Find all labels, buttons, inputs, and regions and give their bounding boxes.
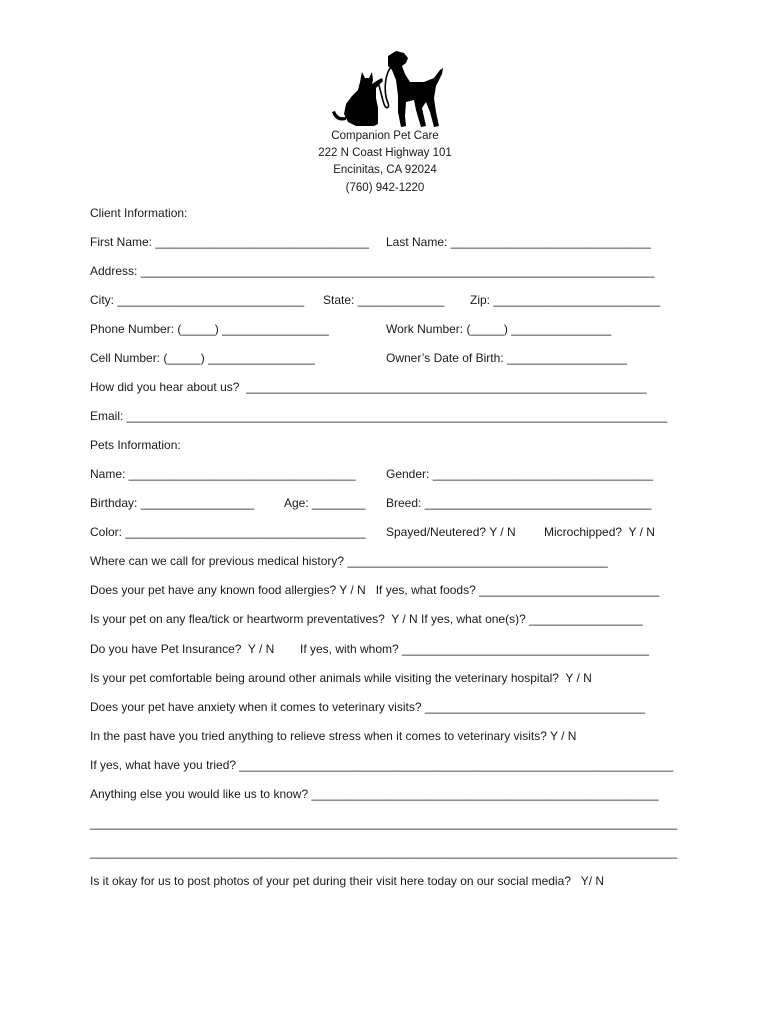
insurance-with-field[interactable]: If yes, with whom? _____________________________________ bbox=[300, 642, 649, 656]
hear-about-field[interactable]: How did you hear about us? ____________________________________________________________ bbox=[90, 380, 647, 394]
birthday-field[interactable]: Birthday: _________________ bbox=[90, 496, 255, 510]
pet-name-field[interactable]: Name: __________________________________ bbox=[90, 467, 356, 481]
first-name-field[interactable]: First Name: ________________________________ bbox=[90, 235, 369, 249]
comfortable-field[interactable]: Is your pet comfortable being around other animals while visiting the veterinary hospital? Y / N bbox=[90, 671, 592, 685]
clinic-city: Encinitas, CA 92024 bbox=[333, 164, 437, 176]
food-allergies-field[interactable]: Does your pet have any known food allergies? Y / N If yes, what foods? ___________________________ bbox=[90, 583, 660, 597]
clinic-street: 222 N Coast Highway 101 bbox=[318, 147, 452, 159]
city-field[interactable]: City: ____________________________ bbox=[90, 293, 305, 307]
leash-icon bbox=[378, 68, 390, 108]
last-name-field[interactable]: Last Name: ______________________________ bbox=[386, 235, 651, 249]
zip-field[interactable]: Zip: _________________________ bbox=[470, 293, 661, 307]
cell-number-field[interactable]: Cell Number: (_____) ________________ bbox=[90, 351, 315, 365]
pets-info-heading: Pets Information: bbox=[90, 438, 181, 452]
breed-field[interactable]: Breed: __________________________________ bbox=[386, 496, 652, 510]
pet-insurance-field[interactable]: Do you have Pet Insurance? Y / N bbox=[90, 642, 275, 656]
anything-else-field[interactable]: Anything else you would like us to know? ____________________________________________________ bbox=[90, 787, 659, 801]
color-field[interactable]: Color: ____________________________________ bbox=[90, 525, 366, 539]
microchipped-field[interactable]: Microchipped? Y / N bbox=[544, 525, 655, 539]
social-media-field[interactable]: Is it okay for us to post photos of your pet during their visit here today on our social media? Y/ N bbox=[90, 874, 605, 888]
medical-history-field[interactable]: Where can we call for previous medical history? _______________________________________ bbox=[90, 554, 608, 568]
clinic-name: Companion Pet Care bbox=[331, 130, 439, 142]
tried-field[interactable]: If yes, what have you tried? _________________________________________________________________ bbox=[90, 758, 674, 772]
spayed-neutered-field[interactable]: Spayed/Neutered? Y / N bbox=[386, 525, 516, 539]
gender-field[interactable]: Gender: _________________________________ bbox=[386, 467, 653, 481]
cat-and-dog-logo bbox=[326, 48, 454, 130]
cat-icon bbox=[344, 72, 383, 126]
dog-icon bbox=[388, 51, 443, 127]
owner-dob-field[interactable]: Owner’s Date of Birth: __________________ bbox=[386, 351, 628, 365]
age-field[interactable]: Age: ________ bbox=[284, 496, 366, 510]
work-number-field[interactable]: Work Number: (_____) _______________ bbox=[386, 322, 612, 336]
phone-number-field[interactable]: Phone Number: (_____) ________________ bbox=[90, 322, 329, 336]
relieve-stress-field[interactable]: In the past have you tried anything to relieve stress when it comes to veterinary visits? Y / N bbox=[90, 729, 577, 743]
blank-line-1[interactable]: ________________________________________________________________________________________ bbox=[90, 816, 678, 830]
preventatives-field[interactable]: Is your pet on any flea/tick or heartworm preventatives? Y / N If yes, what one(s)? _________________ bbox=[90, 612, 643, 626]
client-info-heading: Client Information: bbox=[90, 206, 188, 220]
address-field[interactable]: Address: _____________________________________________________________________________ bbox=[90, 264, 655, 278]
email-field[interactable]: Email: _________________________________________________________________________________ bbox=[90, 409, 668, 423]
anxiety-field[interactable]: Does your pet have anxiety when it comes to veterinary visits? _________________________________ bbox=[90, 700, 646, 714]
blank-line-2[interactable]: ________________________________________________________________________________________ bbox=[90, 845, 678, 859]
state-field[interactable]: State: _____________ bbox=[323, 293, 445, 307]
clinic-phone: (760) 942-1220 bbox=[345, 182, 425, 194]
